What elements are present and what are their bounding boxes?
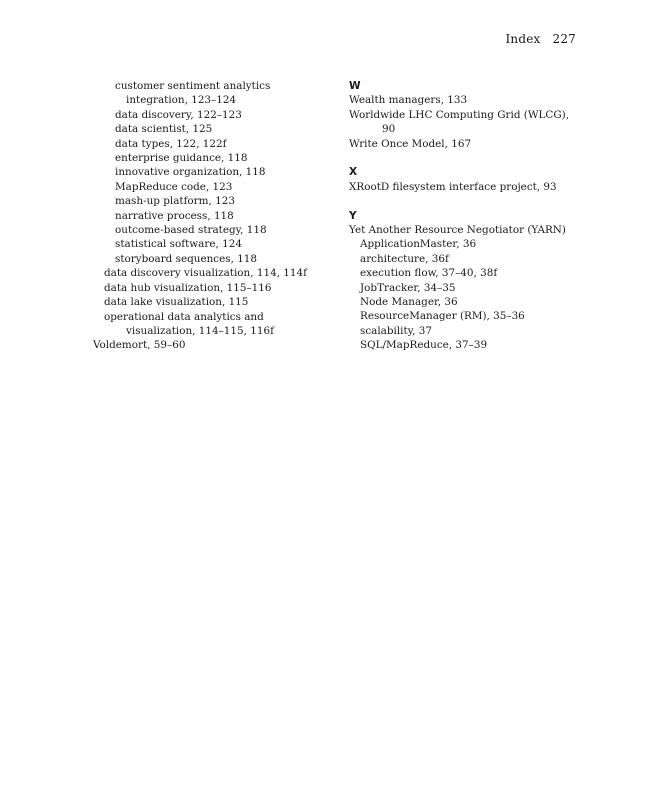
index-entry: data discovery, 122–123 — [115, 108, 242, 121]
index-entry: data scientist, 125 — [115, 123, 213, 136]
index-column-left — [93, 79, 343, 353]
index-entry: ResourceManager (RM), 35–36 — [360, 310, 525, 323]
running-head — [505, 32, 576, 46]
index-entry: integration, 123–124 — [126, 94, 237, 107]
index-entry: XRootD filesystem interface project, 93 — [349, 180, 557, 193]
index-letter-heading-x: X — [349, 166, 358, 179]
section-spacer — [349, 194, 579, 208]
running-head-title: Index — [505, 32, 541, 46]
index-entry: JobTracker, 34–35 — [360, 281, 456, 294]
index-entry: innovative organization, 118 — [115, 166, 266, 179]
index-entry: execution flow, 37–40, 38f — [360, 267, 498, 280]
index-entry: data hub visualization, 115–116 — [104, 281, 272, 294]
index-entry: Node Manager, 36 — [360, 296, 458, 309]
index-entry: enterprise guidance, 118 — [115, 152, 248, 165]
index-entry: storyboard sequences, 118 — [115, 252, 258, 265]
index-entry: MapReduce code, 123 — [115, 180, 233, 193]
index-entry: operational data analytics and — [104, 310, 264, 323]
index-entry: data discovery visualization, 114, 114f — [104, 267, 307, 280]
index-entry: 90 — [382, 123, 396, 136]
index-entry: mash-up platform, 123 — [115, 195, 235, 208]
index-column-right — [349, 79, 579, 353]
page-number: 227 — [552, 32, 576, 46]
index-entry: customer sentiment analytics — [115, 80, 271, 92]
section-spacer — [349, 151, 579, 165]
index-entry: Worldwide LHC Computing Grid (WLCG), — [349, 108, 570, 121]
index-letter-heading-w: W — [349, 80, 361, 92]
index-entry: narrative process, 118 — [115, 209, 234, 222]
index-entry: Wealth managers, 133 — [349, 94, 468, 107]
index-entry: data types, 122, 122f — [115, 137, 227, 150]
index-entry: data lake visualization, 115 — [104, 296, 249, 309]
index-entry: SQL/MapReduce, 37–39 — [360, 339, 488, 352]
index-entry: Yet Another Resource Negotiator (YARN) — [349, 224, 566, 237]
index-entry: visualization, 114–115, 116f — [126, 324, 274, 337]
index-entry: architecture, 36f — [360, 252, 449, 265]
index-entry: scalability, 37 — [360, 324, 432, 337]
index-entry: statistical software, 124 — [115, 238, 242, 251]
index-letter-heading-y: Y — [349, 209, 357, 222]
index-entry: ApplicationMaster, 36 — [360, 238, 477, 251]
index-entry: Voldemort, 59–60 — [93, 339, 186, 352]
index-entry: Write Once Model, 167 — [349, 137, 472, 150]
index-entry: outcome-based strategy, 118 — [115, 224, 267, 237]
